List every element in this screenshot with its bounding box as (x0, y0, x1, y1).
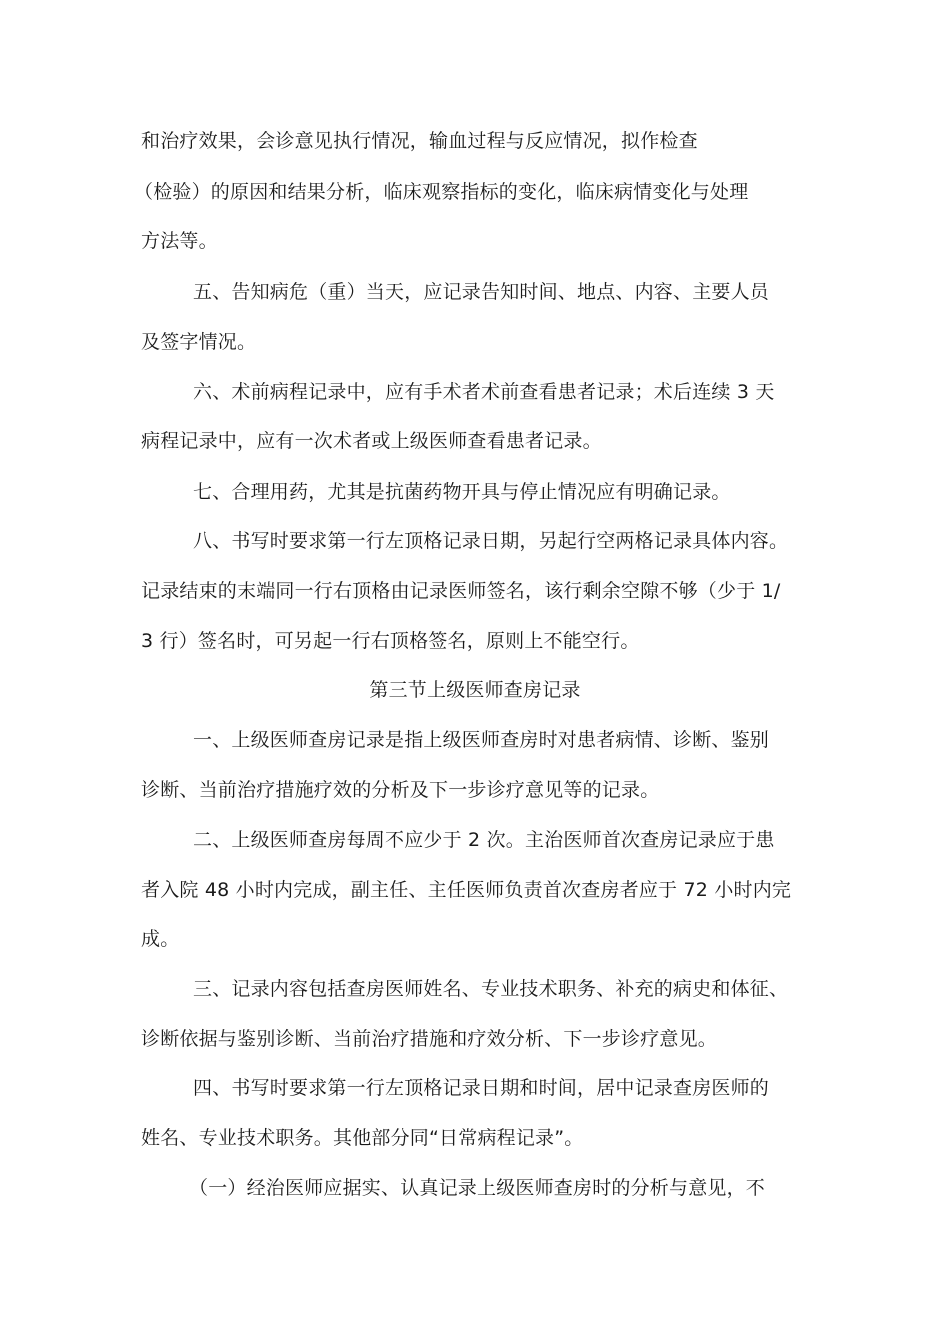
text-line: 诊断、当前治疗措施疗效的分析及下一步诊疗意见等的记录。 (141, 779, 660, 801)
text-line: 者入院 48 小时内完成，副主任、主任医师负责首次查房者应于 72 小时内完 (141, 879, 792, 901)
paragraph-start-line: 三、记录内容包括查房医师姓名、专业技术职务、补充的病史和体征、 (193, 978, 789, 1000)
text-line: 方法等。 (141, 230, 218, 252)
text-line: 病程记录中，应有一次术者或上级医师查看患者记录。 (141, 430, 602, 452)
text-line: 记录结束的末端同一行右顶格由记录医师签名，该行剩余空隙不够（少于 1/ (141, 580, 781, 602)
paragraph-start-line: 七、合理用药，尤其是抗菌药物开具与停止情况应有明确记录。 (193, 481, 731, 503)
text-line: 成。 (141, 928, 180, 950)
paragraph-start-line: （一）经治医师应据实、认真记录上级医师查房时的分析与意见，不 (189, 1177, 766, 1199)
paragraph-start-line: 四、书写时要求第一行左顶格记录日期和时间，居中记录查房医师的 (193, 1077, 770, 1099)
paragraph-start-line: 一、上级医师查房记录是指上级医师查房时对患者病情、诊断、鉴别 (193, 729, 770, 751)
section-heading: 第三节上级医师查房记录 (369, 679, 581, 701)
text-line: 及签字情况。 (141, 331, 257, 353)
text-line: 姓名、专业技术职务。其他部分同“日常病程记录”。 (141, 1127, 584, 1149)
paragraph-start-line: 六、术前病程记录中，应有手术者术前查看患者记录；术后连续 3 天 (193, 381, 775, 403)
paragraph-start-line: 二、上级医师查房每周不应少于 2 次。主治医师首次查房记录应于患 (193, 829, 775, 851)
paragraph-start-line: 五、告知病危（重）当天，应记录告知时间、地点、内容、主要人员 (193, 281, 770, 303)
text-line: 和治疗效果，会诊意见执行情况，输血过程与反应情况，拟作检查 (141, 130, 698, 152)
paragraph-start-line: 八、书写时要求第一行左顶格记录日期，另起行空两格记录具体内容。 (193, 530, 789, 552)
text-line: （检验）的原因和结果分析，临床观察指标的变化，临床病情变化与处理 (134, 181, 749, 203)
text-line: 3 行）签名时，可另起一行右顶格签名，原则上不能空行。 (141, 630, 640, 652)
text-line: 诊断依据与鉴别诊断、当前治疗措施和疗效分析、下一步诊疗意见。 (141, 1028, 718, 1050)
